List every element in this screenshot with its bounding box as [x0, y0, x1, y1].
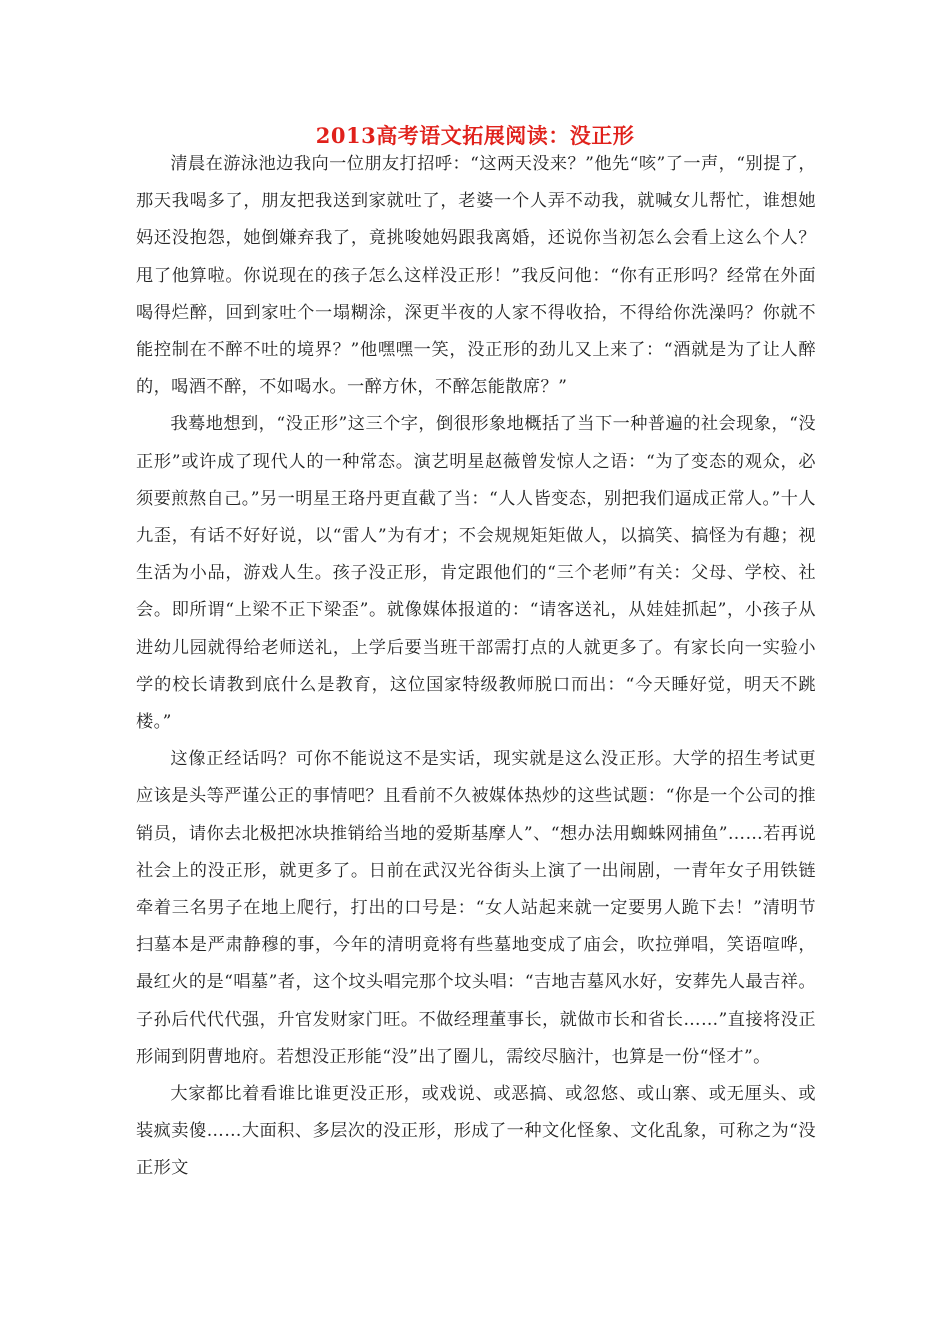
paragraph-4: 大家都比着看谁比谁更没正形，或戏说、或恶搞、或忽悠、或山寨、或无厘头、或装疯卖傻……大面积、多层次的没正形，形成了一种文化怪象、文化乱象，可称之为“没正形文: [136, 1084, 816, 1179]
paragraph-2: 我蓦地想到，“没正形”这三个字，倒很形象地概括了当下一种普遍的社会现象，“没正形”或许成了现代人的一种常态。演艺明星赵薇曾发惊人之语：“为了变态的观众，必须要煎熬自己。”另一明星王珞丹更直截了当：“人人皆变态，别把我们逼成正常人。”十人九歪，有话不好好说，以“雷人”为有才；不会规规矩矩做人，以搞笑、搞怪为有趣；视生活为小品，游戏人生。孩子没正形，肯定跟他们的“三个老师”有关：父母、学校、社会。即所谓“上梁不正下梁歪”。就像媒体报道的：“请客送礼，从娃娃抓起”，小孩子从进幼儿园就得给老师送礼，上学后要当班干部需打点的人就更多了。有家长向一实验小学的校长请教到底什么是教育，这位国家特级教师脱口而出：“今天睡好觉，明天不跳楼。”: [136, 414, 816, 733]
paragraph-3: 这像正经话吗？可你不能说这不是实话，现实就是这么没正形。大学的招生考试更应该是头等严谨公正的事情吧？且看前不久被媒体热炒的这些试题：“你是一个公司的推销员，请你去北极把冰块推销给当地的爱斯基摩人”、“想办法用蜘蛛网捕鱼”……若再说社会上的没正形，就更多了。日前在武汉光谷街头上演了一出闹剧，一青年女子用铁链牵着三名男子在地上爬行，打出的口号是：“女人站起来就一定要男人跪下去！”清明节扫墓本是严肃静穆的事，今年的清明竟将有些墓地变成了庙会，吹拉弹唱，笑语喧哗，最红火的是“唱墓”者，这个坟头唱完那个坟头唱：“吉地吉墓风水好，安葬先人最吉祥。子孙后代代代强，升官发财家门旺。不做经理董事长，就做市长和省长……”直接将没正形闹到阴曹地府。若想没正形能“没”出了圈儿，需绞尽脑汁，也算是一份“怪才”。: [136, 749, 816, 1067]
document-body: [136, 146, 816, 1188]
paragraph-1: 清晨在游泳池边我向一位朋友打招呼：“这两天没来？”他先“咳”了一声，“别提了，那天我喝多了，朋友把我送到家就吐了，老婆一个人弄不动我，就喊女儿帮忙，谁想她妈还没抱怨，她倒嫌弃我了，竟挑唆她妈跟我离婚，还说你当初怎么会看上这么个人？甩了他算啦。你说现在的孩子怎么这样没正形！”我反问他：“你有正形吗？经常在外面喝得烂醉，回到家吐个一塌糊涂，深更半夜的人家不得收拾，不得给你洗澡吗？你就不能控制在不醉不吐的境界？”他嘿嘿一笑，没正形的劲儿又上来了：“酒就是为了让人醉的，喝酒不醉，不如喝水。一醉方休，不醉怎能散席？”: [136, 154, 816, 398]
document-title: 2013高考语文拓展阅读：没正形: [315, 123, 635, 148]
